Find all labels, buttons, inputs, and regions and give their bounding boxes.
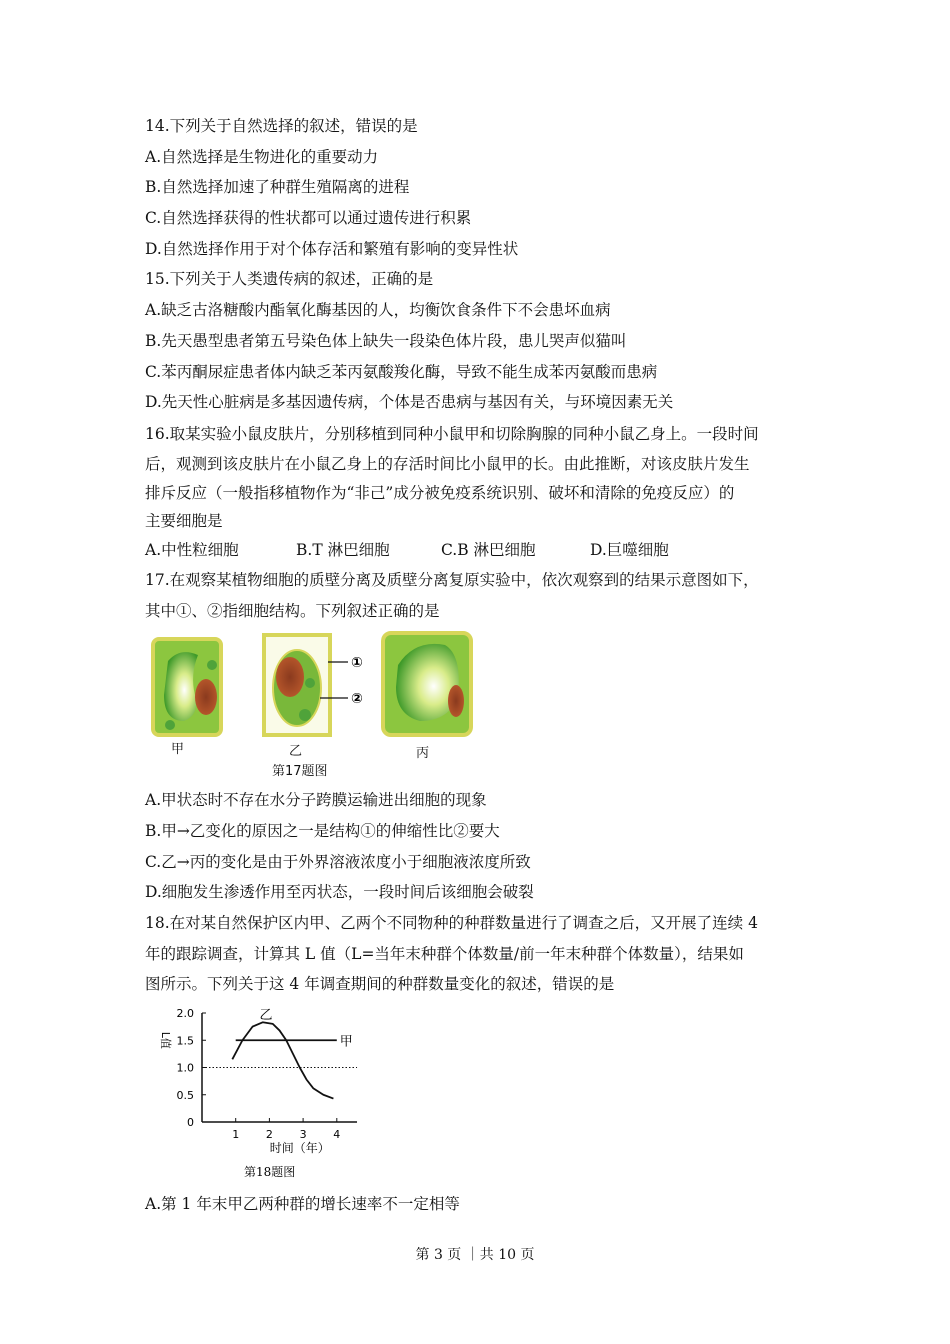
x-tick-label: 1 xyxy=(232,1128,240,1141)
label-yi: 乙 xyxy=(289,744,303,759)
series-label-yi: 乙 xyxy=(259,1008,273,1023)
y-axis-label: L值 xyxy=(159,1031,172,1049)
marker-2: ② xyxy=(351,691,363,707)
question-stem-line: 后，观测到该皮肤片在小鼠乙身上的存活时间比小鼠甲的长。由此推断，对该皮肤片发生 xyxy=(145,455,750,473)
y-tick-label: 1.5 xyxy=(176,1034,194,1048)
plant-cell-figure xyxy=(140,625,490,755)
option-a: A.缺乏古洛糖酸内酯氧化酶基因的人，均衡饮食条件下不会患坏血病 xyxy=(145,301,611,319)
option-a: A.第 1 年末甲乙两种群的增长速率不一定相等 xyxy=(145,1195,460,1213)
option-d: D.巨噬细胞 xyxy=(590,541,669,559)
x-tick-label: 4 xyxy=(333,1128,341,1141)
label-bing: 丙 xyxy=(416,746,430,761)
question-stem-line: 排斥反应（一般指移植物作为“非己”成分被免疫系统识别、破坏和清除的免疫反应）的 xyxy=(145,484,735,502)
chart-title: 第18题图 xyxy=(244,1165,296,1179)
cell-bing xyxy=(383,633,471,735)
option-b: B.T 淋巴细胞 xyxy=(296,541,390,559)
option-a: A.甲状态时不存在水分子跨膜运输进出细胞的现象 xyxy=(145,791,487,809)
question-stem-line: 图所示。下列关于这 4 年调查期间的种群数量变化的叙述，错误的是 xyxy=(145,975,615,993)
option-c: C.苯丙酮尿症患者体内缺乏苯丙氨酸羧化酶，导致不能生成苯丙氨酸而患病 xyxy=(145,363,658,381)
cell-yi xyxy=(264,635,348,735)
question-stem: 15.下列关于人类遗传病的叙述，正确的是 xyxy=(145,270,434,288)
option-b: B.甲→乙变化的原因之一是结构①的伸缩性比②要大 xyxy=(145,822,500,840)
y-tick-label: 1.0 xyxy=(176,1061,194,1075)
question-stem-line: 18.在对某自然保护区内甲、乙两个不同物种的种群数量进行了调查之后，又开展了连续 4 xyxy=(145,914,758,932)
y-tick-label: 2.0 xyxy=(176,1007,194,1020)
figure-caption: 第17题图 xyxy=(272,764,328,779)
question-stem-line: 16.取某实验小鼠皮肤片，分别移植到同种小鼠甲和切除胸腺的同种小鼠乙身上。一段时间 xyxy=(145,425,759,443)
y-tick-label: 0 xyxy=(187,1116,194,1129)
option-c: C.B 淋巴细胞 xyxy=(441,541,536,559)
question-stem-line: 年的跟踪调查，计算其 L 值（L=当年末种群个体数量/前一年末种群个体数量），结果如 xyxy=(145,945,744,963)
option-a: A.中性粒细胞 xyxy=(145,541,239,559)
question-stem-line: 其中①、②指细胞结构。下列叙述正确的是 xyxy=(145,602,440,620)
question-stem-line: 主要细胞是 xyxy=(145,512,223,530)
option-a: A.自然选择是生物进化的重要动力 xyxy=(145,148,379,166)
option-c: C.乙→丙的变化是由于外界溶液浓度小于细胞液浓度所致 xyxy=(145,853,531,871)
x-tick-label: 2 xyxy=(265,1128,273,1141)
series-label-jia: 甲 xyxy=(339,1034,353,1050)
option-b: B.先天愚型患者第五号染色体上缺失一段染色体片段，患儿哭声似猫叫 xyxy=(145,332,627,350)
option-d: D.先天性心脏病是多基因遗传病，个体是否患病与基因有关，与环境因素无关 xyxy=(145,393,674,411)
y-tick-label: 0.5 xyxy=(176,1088,194,1102)
series-line-yi xyxy=(232,1022,333,1098)
label-jia: 甲 xyxy=(171,742,185,757)
option-d: D.细胞发生渗透作用至丙状态，一段时间后该细胞会破裂 xyxy=(145,883,534,901)
question-stem-line: 17.在观察某植物细胞的质壁分离及质壁分离复原实验中，依次观察到的结果示意图如下， xyxy=(145,571,759,589)
option-b: B.自然选择加速了种群生殖隔离的进程 xyxy=(145,178,410,196)
option-d: D.自然选择作用于对个体存活和繁殖有影响的变异性状 xyxy=(145,240,519,258)
x-axis-label: 时间（年） xyxy=(269,1141,330,1155)
l-value-chart xyxy=(140,1000,380,1190)
cell-jia xyxy=(153,639,221,735)
x-tick-label: 3 xyxy=(299,1128,307,1141)
question-stem: 14.下列关于自然选择的叙述，错误的是 xyxy=(145,117,418,135)
page-footer: 第 3 页 ｜共 10 页 xyxy=(415,1247,535,1263)
marker-1: ① xyxy=(351,655,363,671)
option-c: C.自然选择获得的性状都可以通过遗传进行积累 xyxy=(145,209,472,227)
